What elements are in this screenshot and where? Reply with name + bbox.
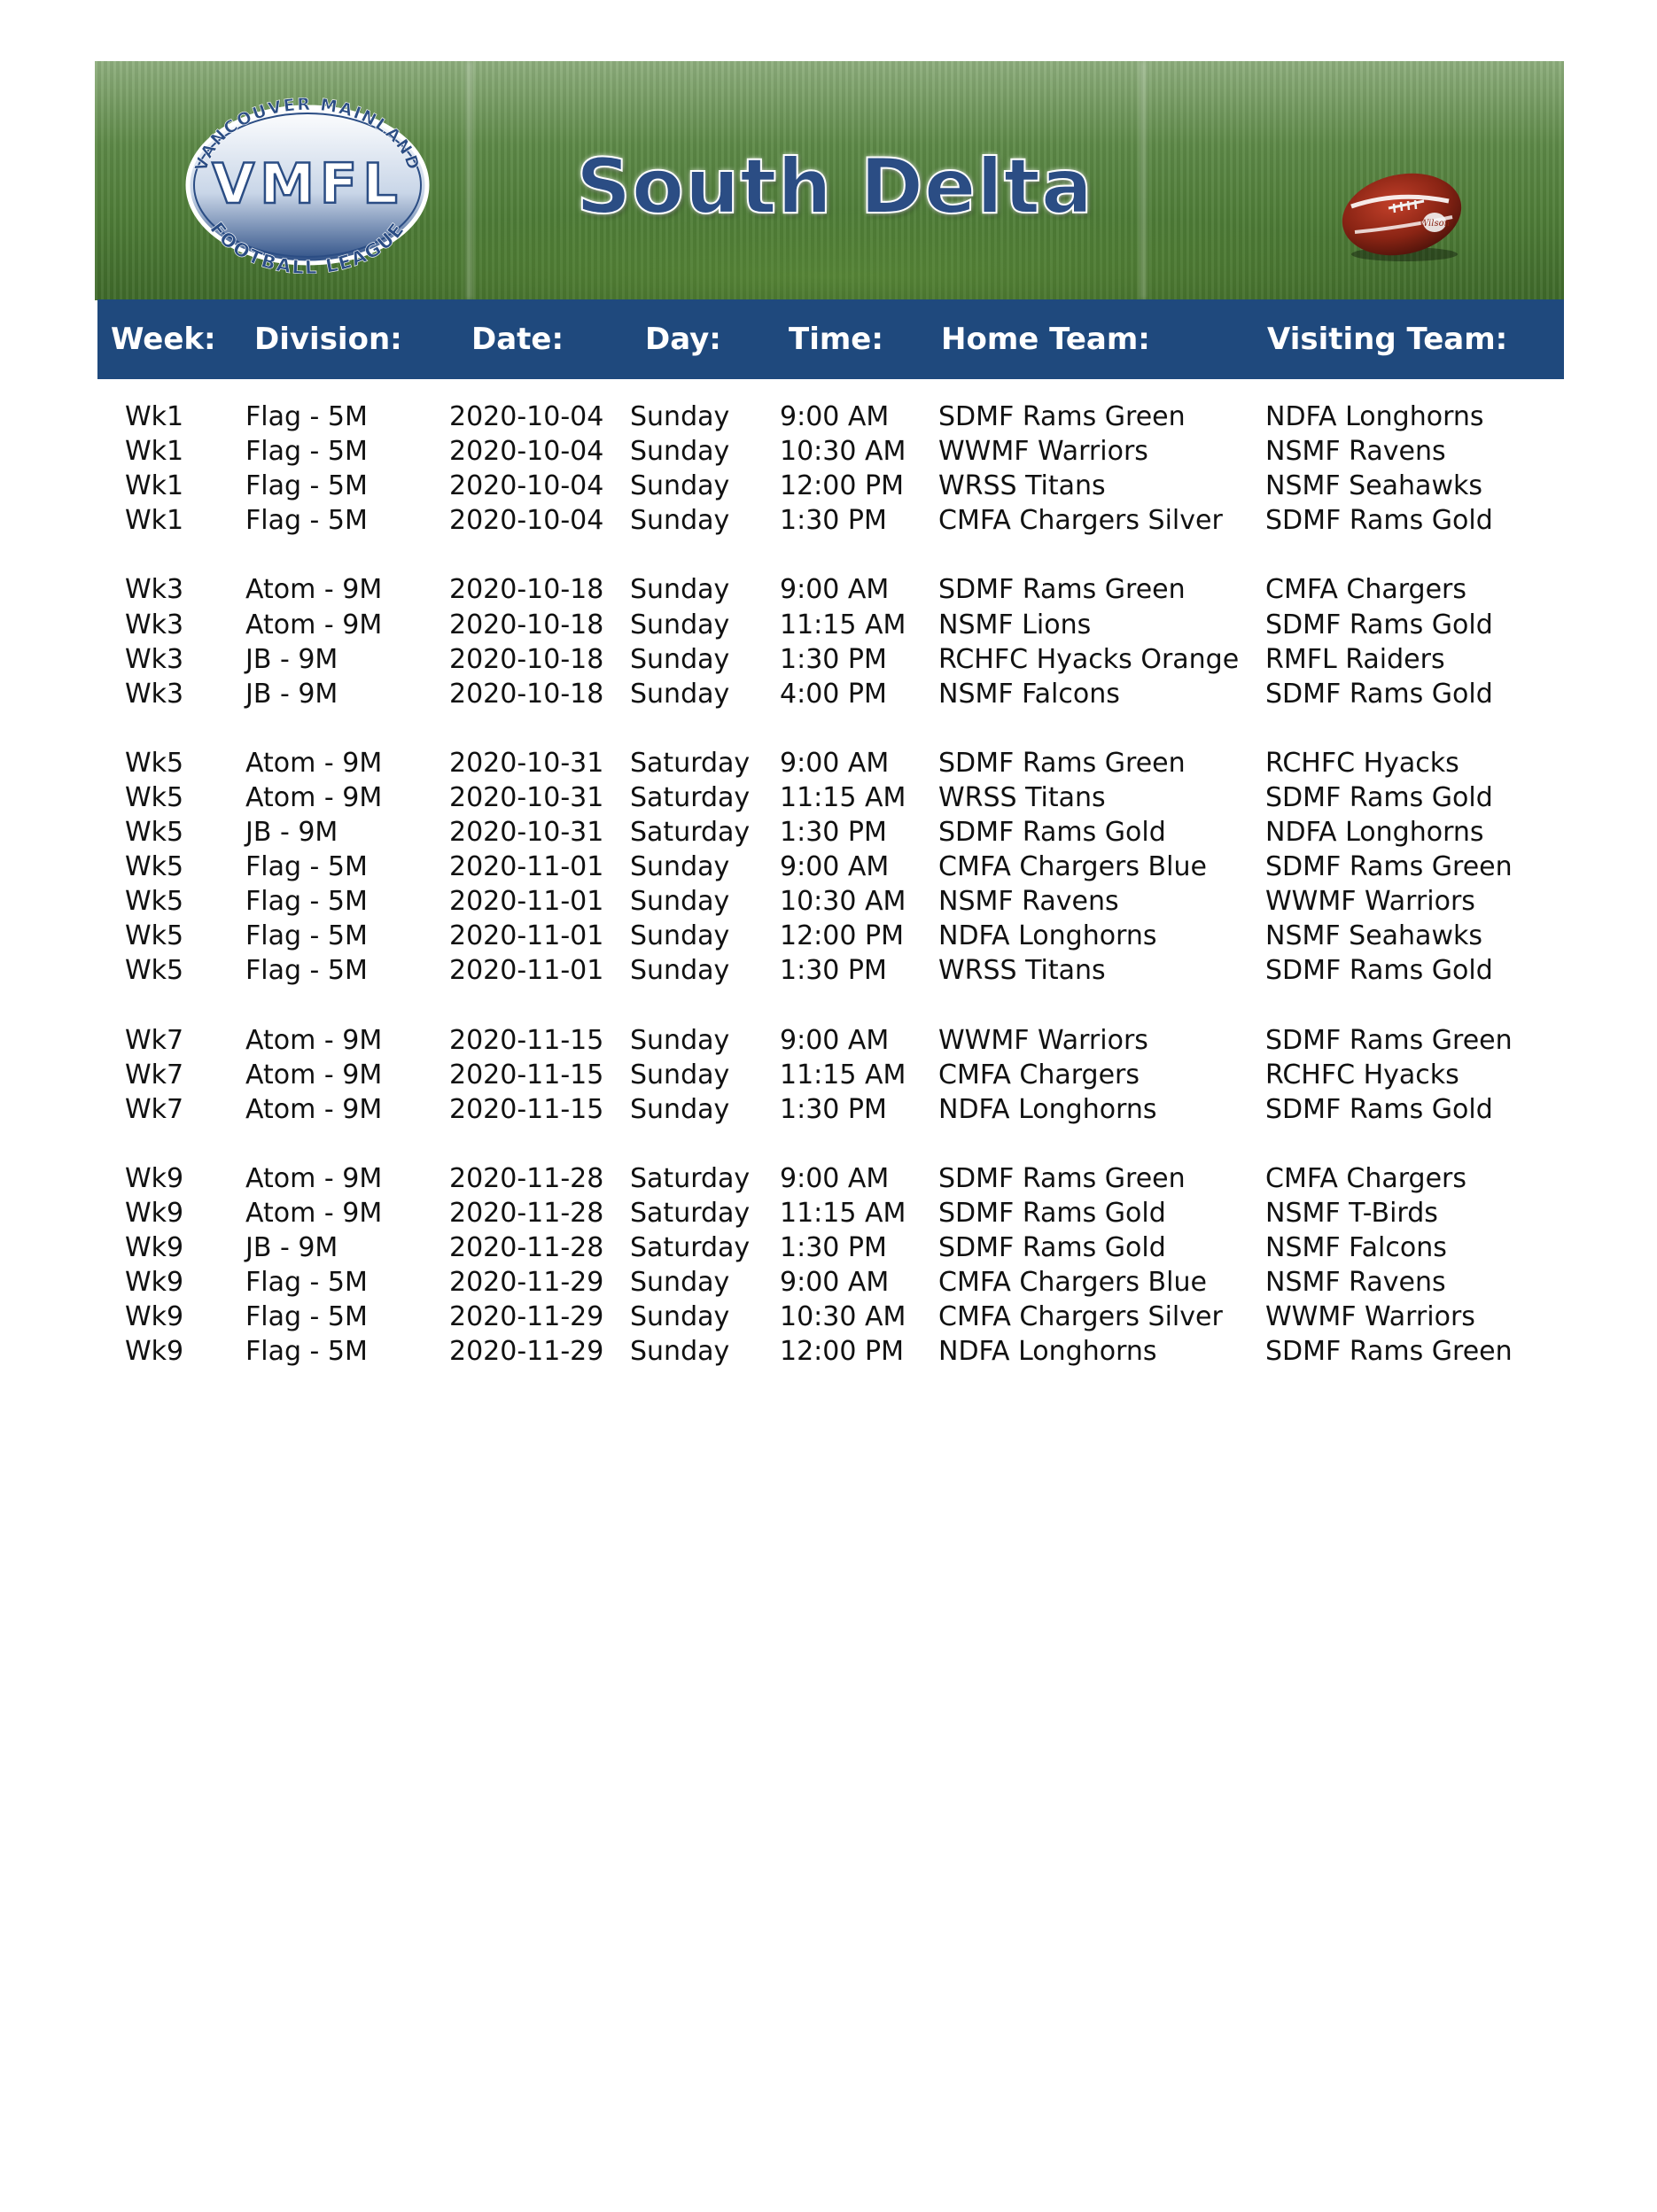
cell-week: Wk9 <box>125 1198 184 1229</box>
cell-visiting-team: NDFA Longhorns <box>1265 817 1484 848</box>
table-row <box>0 677 1657 711</box>
cell-day: Sunday <box>630 401 730 432</box>
table-row <box>0 608 1657 642</box>
cell-time: 12:00 PM <box>780 1336 904 1367</box>
table-row <box>0 1023 1657 1058</box>
cell-week: Wk9 <box>125 1267 184 1298</box>
cell-division: Flag - 5M <box>245 470 368 501</box>
cell-division: Flag - 5M <box>245 1267 368 1298</box>
cell-visiting-team: NSMF Seahawks <box>1265 920 1482 951</box>
cell-visiting-team: SDMF Rams Green <box>1265 1025 1513 1056</box>
cell-division: Atom - 9M <box>245 782 383 813</box>
cell-date: 2020-11-29 <box>449 1267 604 1298</box>
cell-division: Flag - 5M <box>245 851 368 882</box>
table-row <box>0 400 1657 434</box>
cell-week: Wk3 <box>125 644 184 675</box>
cell-home-team: CMFA Chargers Silver <box>938 1301 1223 1332</box>
cell-home-team: NSMF Lions <box>938 609 1092 640</box>
cell-week: Wk9 <box>125 1336 184 1367</box>
table-row <box>0 1092 1657 1127</box>
cell-day: Sunday <box>630 955 730 986</box>
cell-visiting-team: WWMF Warriors <box>1265 1301 1475 1332</box>
cell-time: 1:30 PM <box>780 817 887 848</box>
cell-day: Sunday <box>630 851 730 882</box>
cell-date: 2020-11-28 <box>449 1163 604 1194</box>
table-row <box>0 780 1657 815</box>
cell-date: 2020-10-04 <box>449 470 604 501</box>
cell-date: 2020-10-31 <box>449 817 604 848</box>
cell-week: Wk5 <box>125 782 184 813</box>
cell-time: 12:00 PM <box>780 470 904 501</box>
cell-visiting-team: NSMF Ravens <box>1265 1267 1446 1298</box>
table-row <box>0 572 1657 607</box>
cell-date: 2020-10-18 <box>449 644 604 675</box>
cell-division: Flag - 5M <box>245 1301 368 1332</box>
cell-division: Atom - 9M <box>245 1198 383 1229</box>
cell-home-team: NSMF Falcons <box>938 679 1120 710</box>
cell-week: Wk3 <box>125 574 184 605</box>
cell-day: Sunday <box>630 574 730 605</box>
cell-visiting-team: RCHFC Hyacks <box>1265 748 1459 779</box>
cell-time: 1:30 PM <box>780 505 887 536</box>
table-row <box>0 1196 1657 1230</box>
cell-time: 11:15 AM <box>780 1198 906 1229</box>
table-row <box>0 953 1657 988</box>
cell-week: Wk3 <box>125 609 184 640</box>
cell-visiting-team: NDFA Longhorns <box>1265 401 1484 432</box>
cell-visiting-team: SDMF Rams Gold <box>1265 679 1493 710</box>
cell-home-team: NDFA Longhorns <box>938 1336 1157 1367</box>
cell-date: 2020-10-18 <box>449 679 604 710</box>
cell-visiting-team: SDMF Rams Green <box>1265 1336 1513 1367</box>
cell-time: 11:15 AM <box>780 782 906 813</box>
cell-day: Saturday <box>630 748 751 779</box>
cell-home-team: WWMF Warriors <box>938 436 1148 467</box>
cell-home-team: RCHFC Hyacks Orange <box>938 644 1240 675</box>
header-week: Week: <box>111 322 216 357</box>
cell-time: 11:15 AM <box>780 1059 906 1090</box>
header-home-team: Home Team: <box>941 322 1150 357</box>
cell-visiting-team: SDMF Rams Gold <box>1265 782 1493 813</box>
cell-time: 10:30 AM <box>780 1301 906 1332</box>
cell-week: Wk5 <box>125 920 184 951</box>
cell-date: 2020-11-15 <box>449 1025 604 1056</box>
cell-date: 2020-11-15 <box>449 1059 604 1090</box>
table-row <box>0 1265 1657 1300</box>
cell-visiting-team: SDMF Rams Gold <box>1265 505 1493 536</box>
cell-home-team: NDFA Longhorns <box>938 920 1157 951</box>
football-icon <box>1335 166 1468 263</box>
logo-text-main: VMFL <box>212 151 403 216</box>
cell-day: Saturday <box>630 1198 751 1229</box>
cell-visiting-team: SDMF Rams Gold <box>1265 955 1493 986</box>
cell-visiting-team: NSMF Seahawks <box>1265 470 1482 501</box>
cell-week: Wk5 <box>125 955 184 986</box>
cell-time: 9:00 AM <box>780 574 890 605</box>
cell-visiting-team: SDMF Rams Gold <box>1265 609 1493 640</box>
header-banner <box>95 61 1564 300</box>
table-row <box>0 1334 1657 1369</box>
cell-division: JB - 9M <box>245 817 338 848</box>
cell-day: Sunday <box>630 886 730 917</box>
cell-home-team: NDFA Longhorns <box>938 1094 1157 1125</box>
cell-week: Wk3 <box>125 679 184 710</box>
cell-visiting-team: NSMF Falcons <box>1265 1232 1447 1263</box>
cell-division: JB - 9M <box>245 644 338 675</box>
cell-division: Atom - 9M <box>245 574 383 605</box>
header-visiting-team: Visiting Team: <box>1267 322 1508 357</box>
cell-week: Wk7 <box>125 1059 184 1090</box>
page-title: South Delta <box>576 143 1093 231</box>
cell-home-team: CMFA Chargers <box>938 1059 1140 1090</box>
cell-week: Wk1 <box>125 436 184 467</box>
cell-time: 1:30 PM <box>780 1094 887 1125</box>
cell-time: 9:00 AM <box>780 851 890 882</box>
cell-date: 2020-11-01 <box>449 886 604 917</box>
cell-division: Flag - 5M <box>245 436 368 467</box>
cell-day: Saturday <box>630 782 751 813</box>
cell-division: Flag - 5M <box>245 1336 368 1367</box>
cell-division: Atom - 9M <box>245 1059 383 1090</box>
cell-date: 2020-10-18 <box>449 609 604 640</box>
cell-time: 9:00 AM <box>780 1163 890 1194</box>
cell-home-team: SDMF Rams Green <box>938 574 1186 605</box>
cell-home-team: CMFA Chargers Blue <box>938 1267 1207 1298</box>
cell-home-team: SDMF Rams Gold <box>938 1232 1166 1263</box>
cell-week: Wk5 <box>125 817 184 848</box>
cell-division: JB - 9M <box>245 679 338 710</box>
ball-brand: Wilson <box>1419 219 1451 229</box>
cell-visiting-team: SDMF Rams Green <box>1265 851 1513 882</box>
cell-time: 1:30 PM <box>780 955 887 986</box>
cell-day: Sunday <box>630 470 730 501</box>
cell-division: Flag - 5M <box>245 886 368 917</box>
table-row <box>0 434 1657 469</box>
cell-time: 9:00 AM <box>780 748 890 779</box>
cell-date: 2020-11-01 <box>449 851 604 882</box>
cell-time: 12:00 PM <box>780 920 904 951</box>
cell-date: 2020-10-04 <box>449 401 604 432</box>
table-row <box>0 815 1657 850</box>
cell-date: 2020-11-29 <box>449 1301 604 1332</box>
cell-division: JB - 9M <box>245 1232 338 1263</box>
cell-division: Flag - 5M <box>245 920 368 951</box>
header-division: Division: <box>254 322 402 357</box>
cell-home-team: CMFA Chargers Silver <box>938 505 1223 536</box>
cell-time: 1:30 PM <box>780 1232 887 1263</box>
cell-day: Saturday <box>630 1163 751 1194</box>
cell-day: Sunday <box>630 1336 730 1367</box>
cell-visiting-team: SDMF Rams Gold <box>1265 1094 1493 1125</box>
cell-home-team: CMFA Chargers Blue <box>938 851 1207 882</box>
logo-text-top: VANCOUVER MAINLAND <box>191 97 424 175</box>
cell-week: Wk5 <box>125 851 184 882</box>
cell-home-team: WRSS Titans <box>938 782 1106 813</box>
cell-week: Wk9 <box>125 1232 184 1263</box>
cell-visiting-team: WWMF Warriors <box>1265 886 1475 917</box>
table-row <box>0 1300 1657 1334</box>
cell-home-team: WRSS Titans <box>938 470 1106 501</box>
cell-week: Wk5 <box>125 886 184 917</box>
cell-day: Sunday <box>630 679 730 710</box>
cell-week: Wk7 <box>125 1025 184 1056</box>
cell-day: Sunday <box>630 644 730 675</box>
cell-time: 10:30 AM <box>780 436 906 467</box>
cell-time: 11:15 AM <box>780 609 906 640</box>
cell-division: Atom - 9M <box>245 609 383 640</box>
cell-home-team: SDMF Rams Green <box>938 748 1186 779</box>
cell-division: Atom - 9M <box>245 748 383 779</box>
cell-date: 2020-10-31 <box>449 782 604 813</box>
cell-home-team: SDMF Rams Gold <box>938 817 1166 848</box>
cell-day: Sunday <box>630 505 730 536</box>
cell-visiting-team: RMFL Raiders <box>1265 644 1445 675</box>
cell-time: 10:30 AM <box>780 886 906 917</box>
cell-time: 9:00 AM <box>780 1025 890 1056</box>
cell-division: Flag - 5M <box>245 955 368 986</box>
cell-day: Saturday <box>630 1232 751 1263</box>
cell-week: Wk9 <box>125 1163 184 1194</box>
cell-time: 9:00 AM <box>780 401 890 432</box>
cell-visiting-team: RCHFC Hyacks <box>1265 1059 1459 1090</box>
table-row <box>0 503 1657 538</box>
cell-week: Wk5 <box>125 748 184 779</box>
table-header <box>97 299 1564 379</box>
cell-date: 2020-11-15 <box>449 1094 604 1125</box>
header-date: Date: <box>471 322 564 357</box>
cell-home-team: NSMF Ravens <box>938 886 1119 917</box>
cell-day: Sunday <box>630 1025 730 1056</box>
cell-date: 2020-11-01 <box>449 920 604 951</box>
cell-day: Sunday <box>630 1301 730 1332</box>
cell-week: Wk1 <box>125 505 184 536</box>
header-day: Day: <box>645 322 721 357</box>
cell-date: 2020-10-31 <box>449 748 604 779</box>
table-row <box>0 469 1657 503</box>
cell-day: Sunday <box>630 920 730 951</box>
cell-week: Wk1 <box>125 470 184 501</box>
cell-visiting-team: CMFA Chargers <box>1265 574 1467 605</box>
cell-day: Sunday <box>630 609 730 640</box>
cell-day: Sunday <box>630 436 730 467</box>
cell-week: Wk7 <box>125 1094 184 1125</box>
cell-division: Atom - 9M <box>245 1163 383 1194</box>
cell-home-team: SDMF Rams Green <box>938 1163 1186 1194</box>
table-row <box>0 1058 1657 1092</box>
cell-division: Atom - 9M <box>245 1025 383 1056</box>
table-row <box>0 919 1657 953</box>
cell-home-team: SDMF Rams Gold <box>938 1198 1166 1229</box>
cell-time: 1:30 PM <box>780 644 887 675</box>
cell-division: Flag - 5M <box>245 401 368 432</box>
cell-day: Sunday <box>630 1059 730 1090</box>
cell-week: Wk1 <box>125 401 184 432</box>
cell-date: 2020-11-29 <box>449 1336 604 1367</box>
logo-text-bottom: FOOTBALL LEAGUE <box>206 218 409 274</box>
table-row <box>0 642 1657 677</box>
table-row <box>0 850 1657 884</box>
cell-home-team: WWMF Warriors <box>938 1025 1148 1056</box>
cell-home-team: SDMF Rams Green <box>938 401 1186 432</box>
table-row <box>0 884 1657 919</box>
cell-division: Atom - 9M <box>245 1094 383 1125</box>
cell-date: 2020-11-01 <box>449 955 604 986</box>
cell-time: 9:00 AM <box>780 1267 890 1298</box>
table-row <box>0 746 1657 780</box>
cell-home-team: WRSS Titans <box>938 955 1106 986</box>
cell-time: 4:00 PM <box>780 679 887 710</box>
cell-day: Saturday <box>630 817 751 848</box>
cell-day: Sunday <box>630 1267 730 1298</box>
cell-date: 2020-11-28 <box>449 1232 604 1263</box>
header-time: Time: <box>789 322 883 357</box>
cell-date: 2020-11-28 <box>449 1198 604 1229</box>
cell-visiting-team: CMFA Chargers <box>1265 1163 1467 1194</box>
cell-division: Flag - 5M <box>245 505 368 536</box>
cell-week: Wk9 <box>125 1301 184 1332</box>
cell-visiting-team: NSMF Ravens <box>1265 436 1446 467</box>
cell-date: 2020-10-18 <box>449 574 604 605</box>
cell-visiting-team: NSMF T-Birds <box>1265 1198 1438 1229</box>
table-row <box>0 1230 1657 1265</box>
cell-day: Sunday <box>630 1094 730 1125</box>
cell-date: 2020-10-04 <box>449 436 604 467</box>
cell-date: 2020-10-04 <box>449 505 604 536</box>
table-row <box>0 1161 1657 1196</box>
